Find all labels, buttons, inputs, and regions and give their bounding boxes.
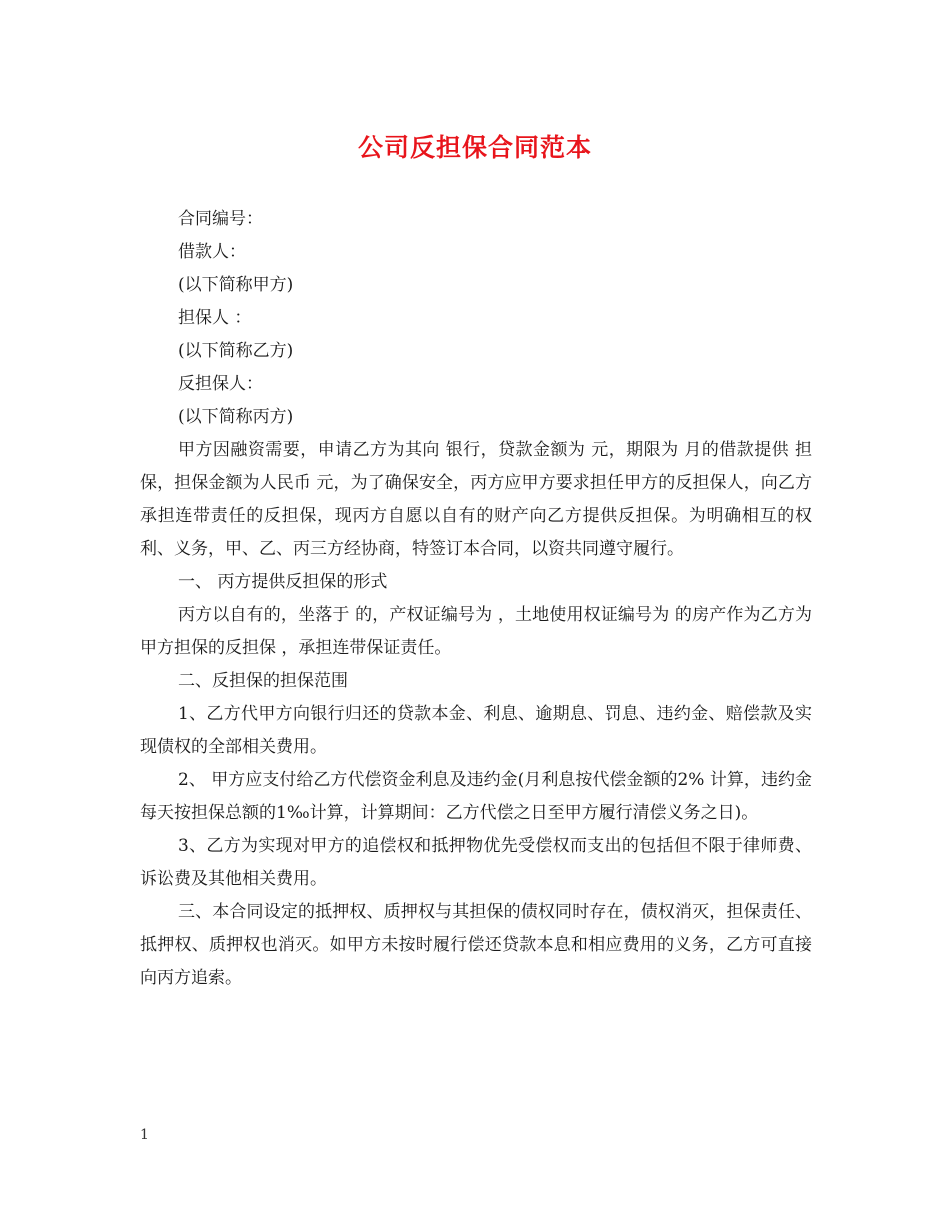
- paragraph-item-2: 2、 甲方应支付给乙方代偿资金利息及违约金(月利息按代偿金额的2% 计算，违约金每天按担保总额的1‰计算，计算期间：乙方代偿之日至甲方履行清偿义务之日)。: [140, 770, 812, 823]
- paragraph-contract-number: 合同编号：: [178, 209, 263, 229]
- paragraph-party-b-note: (以下简称乙方): [178, 341, 294, 361]
- paragraph-party-a-note: (以下简称甲方): [178, 275, 294, 295]
- section-heading-2: 二、反担保的担保范围: [178, 671, 348, 691]
- paragraph-counter-guarantor: 反担保人：: [178, 374, 263, 394]
- paragraph-guarantor: 担保人 ：: [178, 308, 252, 328]
- paragraph-party-c-note: (以下简称丙方): [178, 407, 294, 427]
- paragraph-borrower: 借款人：: [178, 242, 246, 262]
- paragraph-preamble: 甲方因融资需要，申请乙方为其向 银行，贷款金额为 元，期限为 月的借款提供 担保，担保金额为人民币 元，为了确保安全，丙方应甲方要求担任甲方的反担保人，向乙方承担连带责任的反担保，现丙方自愿以自有的财产向乙方提供反担保。为明确相互的权利、义务，甲、乙、丙三方经协商，特签订本合同，以资共同遵守履行。: [140, 440, 812, 559]
- paragraph-section-1: 丙方以自有的，坐落于 的，产权证编号为 ，土地使用权证编号为 的房产作为乙方为甲方担保的反担保 ，承担连带保证责任。: [140, 605, 812, 658]
- page-number: 1: [140, 1127, 149, 1143]
- document-body: [140, 203, 812, 995]
- section-heading-1: 一、 丙方提供反担保的形式: [178, 572, 388, 592]
- paragraph-item-1: 1、乙方代甲方向银行归还的贷款本金、利息、逾期息、罚息、违约金、赔偿款及实现债权的全部相关费用。: [140, 704, 812, 757]
- document-title: 公司反担保合同范本: [357, 133, 592, 162]
- paragraph-item-3: 3、乙方为实现对甲方的追偿权和抵押物优先受偿权而支出的包括但不限于律师费、诉讼费及其他相关费用。: [140, 836, 812, 889]
- paragraph-section-3: 三、本合同设定的抵押权、质押权与其担保的债权同时存在，债权消灭，担保责任、抵押权、质押权也消灭。如甲方未按时履行偿还贷款本息和相应费用的义务，乙方可直接向丙方追索。: [140, 902, 812, 988]
